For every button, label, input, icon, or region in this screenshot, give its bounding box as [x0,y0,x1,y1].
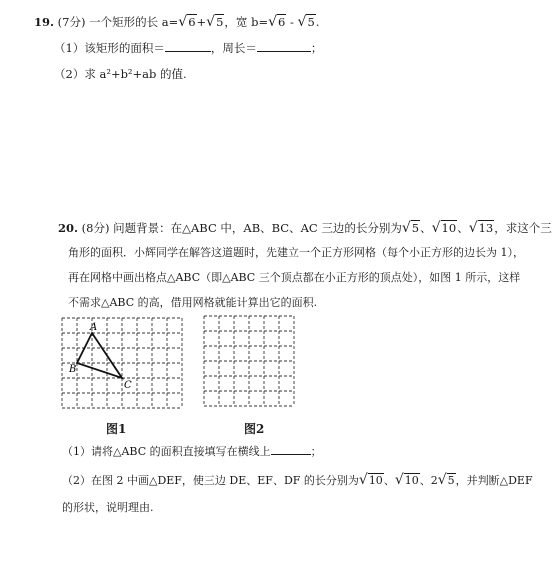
sqrt-10: √10 [431,220,457,236]
q20-part2: （2）在图 2 中画△DEF，使三边 DE、EF、DF 的长分别为√10、√10、2√5，并判断△DEF [62,472,533,488]
sqrt-5: √5 [437,472,455,488]
q19-number: 19. [34,15,55,29]
q19-part2: （2）求 a²+b²+ab 的值. [54,67,187,81]
triangle-area-answer-blank[interactable] [271,454,311,455]
sqrt-5: √5 [401,220,420,236]
q20-score: (8分) [81,221,110,235]
q20-line3: 再在网格中画出格点△ABC（即△ABC 三个顶点都在小正方形的顶点处），如图 1 所示，这样 [68,271,521,284]
q19-part1: （1）该矩形的面积＝ ，周长＝ ； [54,41,323,55]
q20-line1: 20. (8分) 问题背景：在△ABC 中，AB、BC、AC 三边的长分别为√5、√10、√13，求这个三 [58,220,552,236]
figure-2-grid [202,314,298,410]
sqrt-13: √13 [468,220,494,236]
sqrt-10: √10 [358,472,383,488]
sqrt-5: √5 [206,14,224,30]
sqrt-6: √6 [178,14,196,30]
q19-stem: 19. (7分) 一个矩形的长 a=√6+√5，宽 b=√6 - √5. [34,14,320,30]
perimeter-answer-blank[interactable] [257,51,311,52]
vertex-label-c: C [124,380,132,391]
sqrt-5: √5 [297,14,315,30]
vertex-label-b: B [69,364,77,375]
triangle-abc [77,333,122,378]
figure-1-caption: 图1 [106,422,127,436]
q20-line4: 不需求△ABC 的高，借用网格就能计算出它的面积. [68,296,318,309]
sqrt-10: √10 [394,472,419,488]
sqrt-6: √6 [268,14,286,30]
figure-1-grid [60,316,184,412]
figure-2-caption: 图2 [244,422,265,436]
q20-number: 20. [58,221,79,235]
q20-part2-cont: 的形状，说明理由. [62,501,154,514]
q19-stem-a: 一个矩形的长 a= [89,15,179,29]
q20-part1: （1）请将△ABC 的面积直接填写在横线上 ； [62,445,322,458]
area-answer-blank[interactable] [165,51,211,52]
q19-score: (7分) [57,15,86,29]
q19-stem-b: ，宽 b= [224,15,269,29]
vertex-label-a: A [90,322,98,333]
q20-line2: 角形的面积．小辉同学在解答这道题时，先建立一个正方形网格（每个小正方形的边长为 1）， [68,246,524,259]
